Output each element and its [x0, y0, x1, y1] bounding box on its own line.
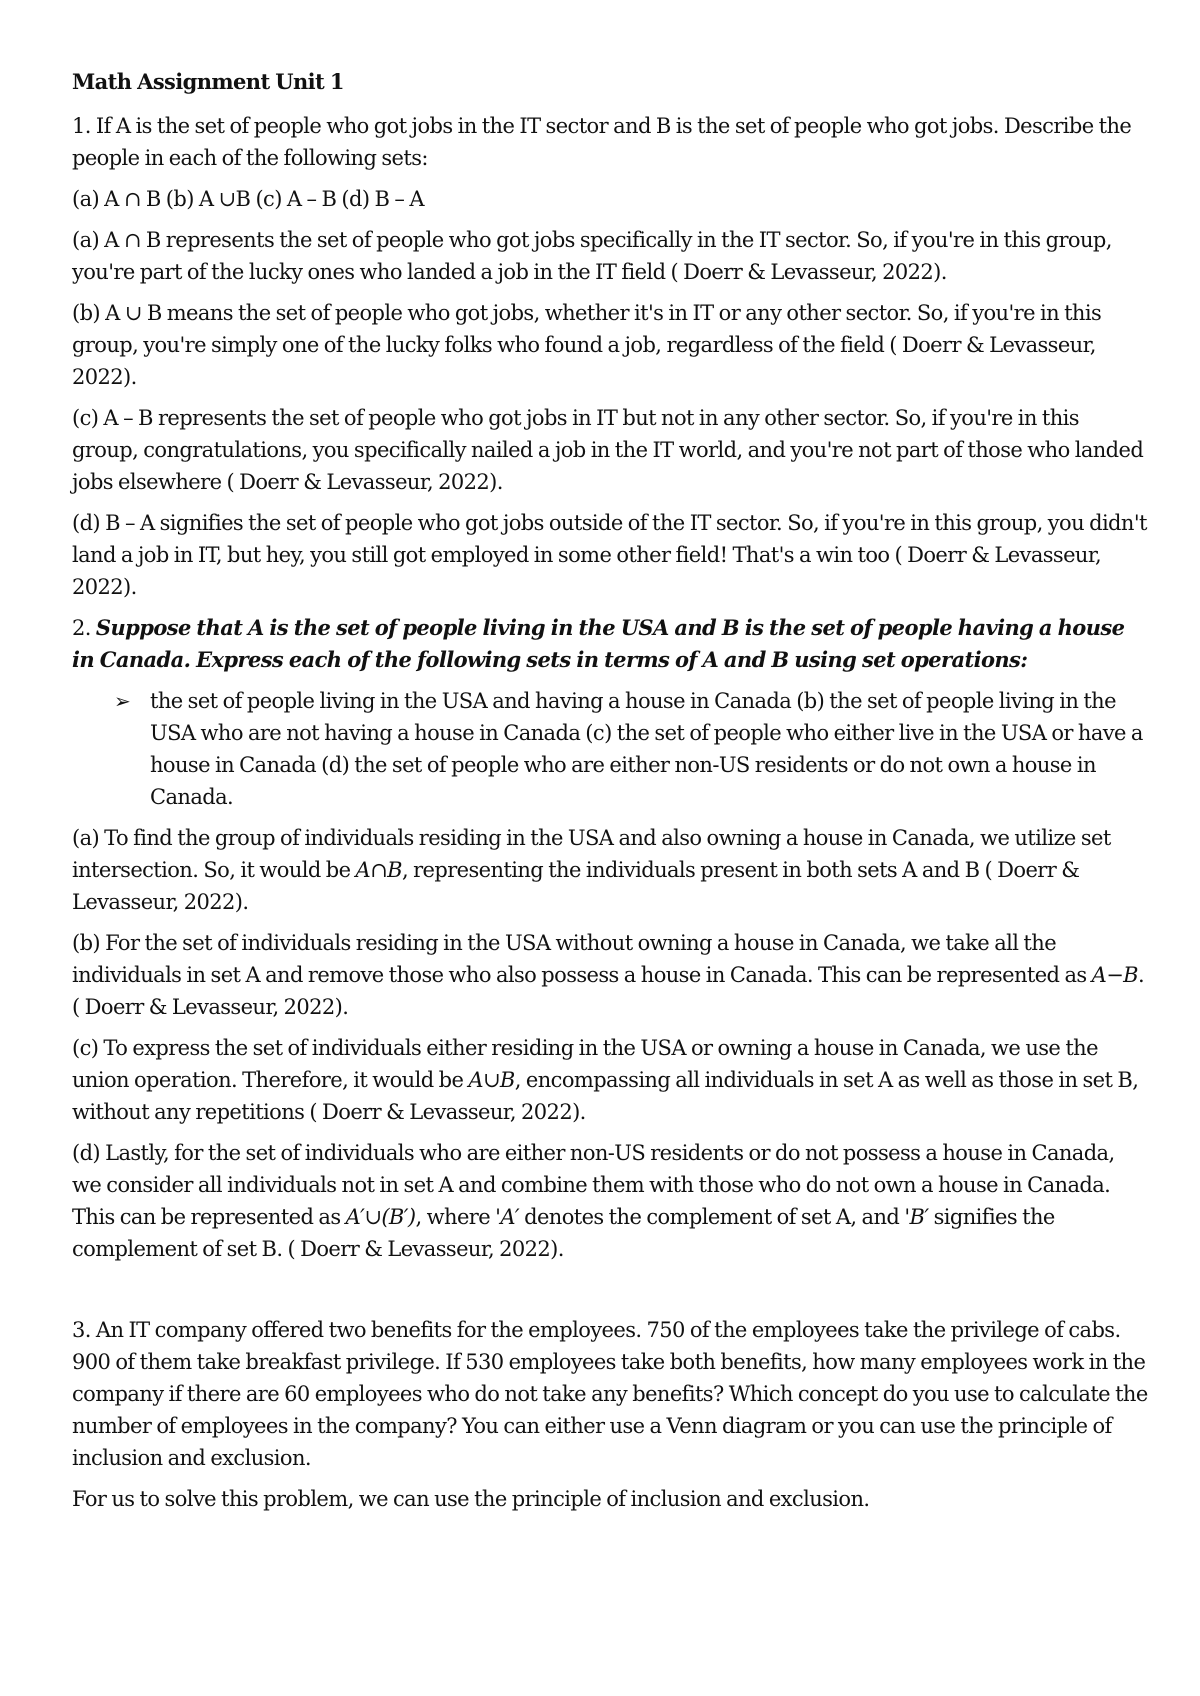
question-3-text: 3. An IT company offered two benefits for the employees. 750 of the employees take the privilege of cabs. 900 of them take breakfast privilege. If 530 employees take both benefits, how many employees work in the company if there are 60 employees who do not take any benefits? Which concept do you use to calculate the number of employees in the company? You can either use a Venn diagram or you can use the principle of inclusion and exclusion. [72, 1318, 1148, 1470]
answer-2d-text-mid: , where ' [415, 1205, 501, 1229]
question-2 [72, 612, 1148, 676]
answer-2b [72, 927, 1148, 1023]
answer-2c-text-end: , encompassing all individuals in set A as well as those in set B, without any repetitions ( Doerr & Levasseur, 2022). [72, 1068, 1139, 1124]
question-2-bullet-text: the set of people living in the USA and having a house in Canada (b) the set of people living in the USA who are not having a house in Canada (c) the set of people who either live in the USA or have a house in Canada (d) the set of people who are either non-US residents or do not own a house in Canada. [150, 689, 1143, 809]
answer-2b-text-end: . ( Doerr & Levasseur, 2022). [72, 963, 1145, 1019]
answer-2d-text-mid2: denotes the complement of set A, and ' [519, 1205, 910, 1229]
answer-2d [72, 1137, 1148, 1265]
question-1-parts: (a) A ∩ B (b) A ∪B (c) A – B (d) B – A [72, 187, 424, 211]
question-2-text: Suppose that A is the set of people living in the USA and B is the set of people having a house in Canada. Express each of the following sets in terms of A and B using set operations: [72, 615, 1125, 672]
answer-2a-text: (a) To find the group of individuals residing in the USA and also owning a house in Canada, we utilize set intersection. So, it would be [72, 826, 1111, 882]
answer-2c [72, 1032, 1148, 1128]
answer-2c-expression: A∪B [468, 1068, 515, 1092]
answer-2d-expression: A′∪(B′) [345, 1205, 416, 1229]
answer-1d: (d) B – A signifies the set of people who got jobs outside of the IT sector. So, if you're in this group, you didn't land a job in IT, but hey, you still got employed in some other field! That's a win too ( Doerr & Levasseur, 2022). [72, 511, 1147, 599]
answer-3-intro: For us to solve this problem, we can use the principle of inclusion and exclusion. [72, 1487, 870, 1511]
question-1-text: 1. If A is the set of people who got jobs in the IT sector and B is the set of people who got jobs. Describe the people in each of the following sets: [72, 114, 1132, 170]
answer-2d-symbol-a: A′ [500, 1205, 520, 1229]
document-title: Math Assignment Unit 1 [72, 69, 344, 94]
answer-2a-text-end: , representing the individuals present in both sets A and B ( Doerr & Levasseur, 2022). [72, 858, 1080, 914]
question-2-bullet [114, 685, 1148, 813]
answer-2d-text-end: signifies the complement of set B. ( Doerr & Levasseur, 2022). [72, 1205, 1055, 1261]
arrowhead-bullet-icon: ➢ [114, 689, 131, 713]
answer-1a: (a) A ∩ B represents the set of people who got jobs specifically in the IT sector. So, if you're in this group, you're part of the lucky ones who landed a job in the IT field ( Doerr & Levasseur, 2022). [72, 228, 1112, 284]
answer-2b-expression: A−B [1091, 963, 1139, 987]
question-2-number: 2. [72, 616, 96, 640]
answer-2a [72, 822, 1148, 918]
spacer [72, 1274, 1148, 1314]
answer-2d-symbol-b: B′ [909, 1205, 929, 1229]
document-page [72, 66, 1148, 1524]
answer-2a-expression: A∩B [355, 858, 402, 882]
answer-2c-text: (c) To express the set of individuals either residing in the USA or owning a house in Canada, we use the union operation. Therefore, it would be [72, 1036, 1098, 1092]
answer-1c: (c) A – B represents the set of people who got jobs in IT but not in any other sector. So, if you're in this group, congratulations, you specifically nailed a job in the IT world, and you're not part of those who landed jobs elsewhere ( Doerr & Levasseur, 2022). [72, 406, 1144, 494]
answer-2d-text: (d) Lastly, for the set of individuals who are either non-US residents or do not possess a house in Canada, we consider all individuals not in set A and combine them with those who do not own a house in Canada. This can be represented as [72, 1141, 1115, 1229]
answer-2b-text: (b) For the set of individuals residing in the USA without owning a house in Canada, we take all the individuals in set A and remove those who also possess a house in Canada. This can be represented as [72, 931, 1092, 987]
answer-1b: (b) A ∪ B means the set of people who got jobs, whether it's in IT or any other sector. So, if you're in this group, you're simply one of the lucky folks who found a job, regardless of the field ( Doerr & Levasseur, 2022). [72, 301, 1102, 389]
